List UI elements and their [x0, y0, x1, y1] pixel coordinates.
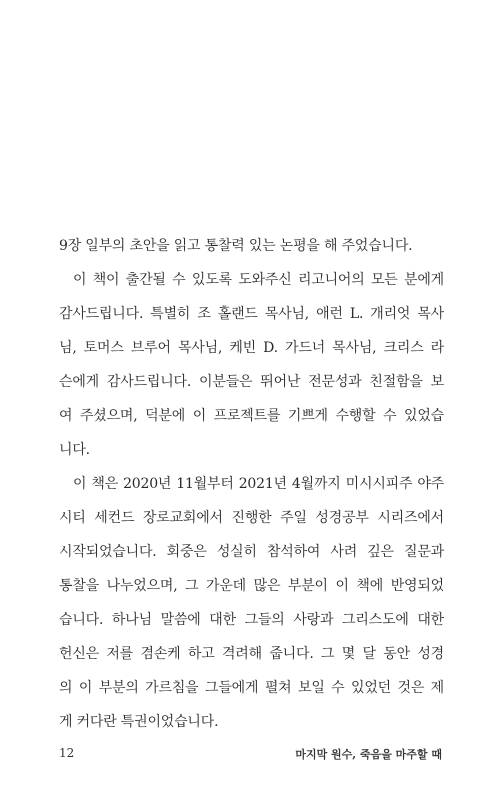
body-text	[59, 229, 444, 739]
text-line: 의 이 부분의 가르침을 그들에게 펼쳐 보일 수 있었던 것은 제	[59, 680, 444, 696]
text-line: 감사드립니다. 특별히 조 홀랜드 목사님, 애런 L. 개리엇 목사	[59, 306, 444, 322]
text-line: 통찰을 나누었으며, 그 가운데 많은 부분이 이 책에 반영되었	[59, 578, 444, 594]
text-line: 9장 일부의 초안을 읽고 통찰력 있는 논평을 해 주었습니다.	[59, 238, 413, 254]
text-line: 시티 세컨드 장로교회에서 진행한 주일 성경공부 시리즈에서	[59, 510, 444, 526]
text-line: 슨에게 감사드립니다. 이분들은 뛰어난 전문성과 친절함을 보	[59, 374, 444, 390]
text-line: 이 책은 2020년 11월부터 2021년 4월까지 미시시피주 야주	[73, 476, 444, 492]
text-line: 습니다. 하나님 말씀에 대한 그들의 사랑과 그리스도에 대한	[59, 612, 444, 628]
text-line: 여 주셨으며, 덕분에 이 프로젝트를 기쁘게 수행할 수 있었습	[59, 408, 444, 424]
text-line: 님, 토머스 브루어 목사님, 케빈 D. 가드너 목사님, 크리스 라	[59, 340, 444, 356]
text-line: 니다.	[59, 442, 90, 458]
text-line: 게 커다란 특권이었습니다.	[59, 714, 219, 730]
text-line: 시작되었습니다. 회중은 성실히 참석하여 사려 깊은 질문과	[59, 544, 444, 560]
text-line: 이 책이 출간될 수 있도록 도와주신 리고니어의 모든 분에게	[73, 272, 444, 288]
running-footer-title: 마지막 원수, 죽음을 마주할 때	[295, 748, 442, 761]
page-number: 12	[59, 746, 75, 760]
text-line: 헌신은 저를 겸손케 하고 격려해 줍니다. 그 몇 달 동안 성경	[59, 646, 444, 662]
